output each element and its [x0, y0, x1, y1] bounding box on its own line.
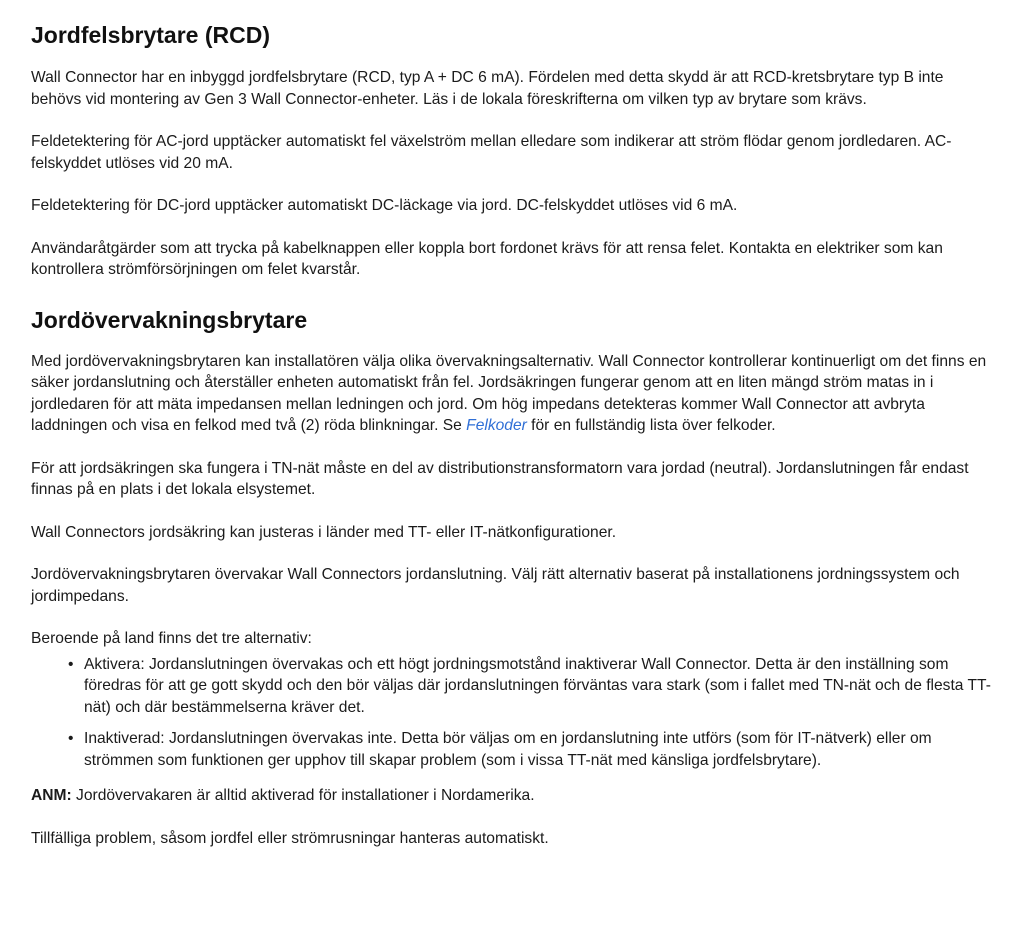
ground-paragraph-1-text-a: Med jordövervakningsbrytaren kan installatören välja olika övervakningsalternativ. Wall Connector kontrollerar kontinuerligt om det finns en säker jordanslutning och återställer enheten automatiskt från fel. Jordsäkringen fungerar genom att en liten mängd ström matas in i jordledaren för att mäta impedansen mellan ledningen och jord. Om hög impedans detekteras kommer Wall Connector att avbryta laddningen och visa en felkod med två (2) röda blinkningar. Se	[31, 352, 987, 434]
ground-paragraph-5: Beroende på land finns det tre alternativ:	[31, 630, 312, 647]
ground-paragraph-last: Tillfälliga problem, såsom jordfel eller strömrusningar hanteras automatiskt.	[31, 829, 549, 847]
rcd-paragraph-3: Feldetektering för DC-jord upptäcker automatiskt DC-läckage via jord. DC-felskyddet utlöses vid 6 mA.	[31, 197, 738, 214]
note-text: Jordövervakaren är alltid aktiverad för installationer i Nordamerika.	[71, 787, 535, 804]
heading-ground-monitoring: Jordövervakningsbrytare	[31, 306, 308, 333]
note-paragraph	[31, 785, 994, 807]
error-codes-link[interactable]: Felkoder	[466, 417, 527, 434]
ground-paragraph-1	[31, 351, 994, 437]
ground-paragraph-4: Jordövervakningsbrytaren övervakar Wall Connectors jordanslutning. Välj rätt alternativ baserat på installationens jordningssystem och jordimpedans.	[31, 566, 960, 605]
ground-paragraph-2: För att jordsäkringen ska fungera i TN-nät måste en del av distributionstransformatorn vara jordad (neutral). Jordanslutningen får endast finnas på en plats i det lokala elsystemet.	[31, 459, 969, 498]
rcd-paragraph-2: Feldetektering för AC-jord upptäcker automatiskt fel växelström mellan elledare som indikerar att ström flödar genom jordledaren. AC-felskyddet utlöses vid 20 mA.	[31, 133, 952, 172]
heading-rcd: Jordfelsbrytare (RCD)	[31, 22, 270, 48]
ground-paragraph-3: Wall Connectors jordsäkring kan justeras i länder med TT- eller IT-nätkonfigurationer.	[31, 523, 617, 541]
ground-paragraph-1-text-b: för en fullständig lista över felkoder.	[526, 417, 776, 434]
rcd-paragraph-1: Wall Connector har en inbyggd jordfelsbrytare (RCD, typ A + DC 6 mA). Fördelen med detta skydd är att RCD-kretsbrytare typ B inte behövs vid montering av Gen 3 Wall Connector-enheter. Läs i de lokala föreskrifterna om vilken typ av brytare som krävs.	[31, 69, 944, 108]
options-list	[31, 654, 994, 772]
list-item: • Inaktiverad: Jordanslutningen övervakas inte. Detta bör väljas om en jordanslutning inte utförs (som för IT-nätverk) eller om strömmen som funktionen ger upphov till skapar problem (som i vissa TT-nät med känsliga jordfelsbrytare).	[84, 728, 994, 771]
note-label: ANM:	[31, 787, 72, 804]
list-item: • Aktivera: Jordanslutningen övervakas och ett högt jordningsmotstånd inaktiverar Wall Connector. Detta är den inställning som föredras för att ge gott skydd och den bör väljas där jordanslutningen förväntas vara stark (som i fallet med TN-nät och de flesta TT-nät) och där bestämmelserna kräver det.	[84, 654, 994, 719]
rcd-paragraph-4: Användaråtgärder som att trycka på kabelknappen eller koppla bort fordonet krävs för att rensa felet. Kontakta en elektriker som kan kontrollera strömförsörjningen om felet kvarstår.	[31, 239, 943, 278]
